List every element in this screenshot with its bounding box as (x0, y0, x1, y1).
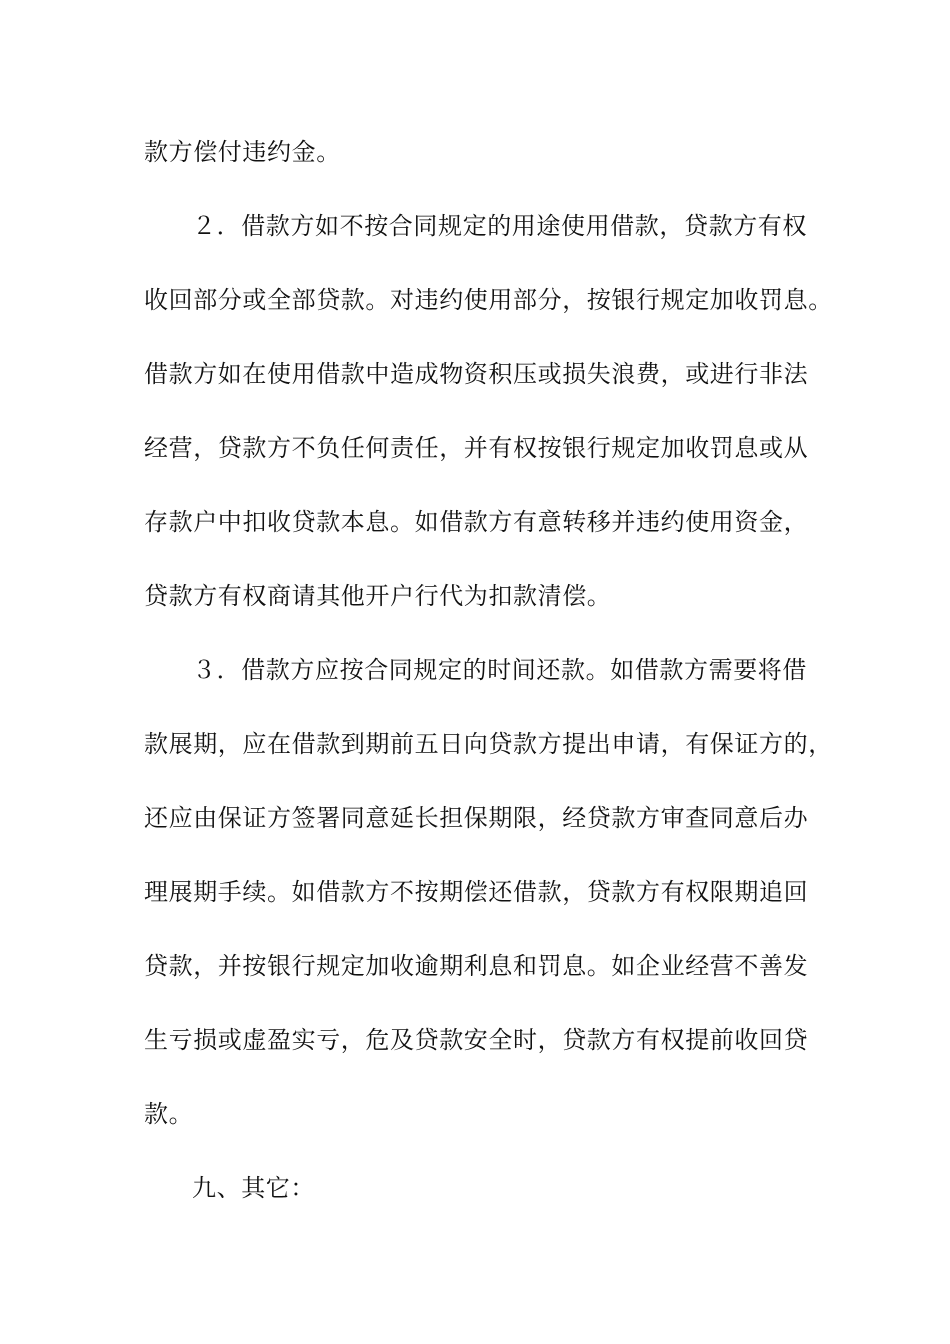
clause-3-line-5: 贷款，并按银行规定加收逾期利息和罚息。如企业经营不善发 (144, 952, 809, 980)
clause-2-line-2: 收回部分或全部贷款。对违约使用部分，按银行规定加收罚息。 (144, 286, 833, 314)
section-heading: 九、其它： (192, 1174, 315, 1202)
clause-2-line-3: 借款方如在使用借款中造成物资积压或损失浪费，或进行非法 (144, 360, 809, 388)
clause-2-line-5: 存款户中扣收贷款本息。如借款方有意转移并违约使用资金， (144, 508, 809, 536)
clause-2-line-1: ２．借款方如不按合同规定的用途使用借款，贷款方有权 (192, 212, 807, 240)
clause-3-line-3: 还应由保证方签署同意延长担保期限，经贷款方审查同意后办 (144, 804, 809, 832)
clause-2-line-6: 贷款方有权商请其他开户行代为扣款清偿。 (144, 582, 612, 610)
clause-2-line-4: 经营，贷款方不负任何责任，并有权按银行规定加收罚息或从 (144, 434, 809, 462)
clause-3-line-6: 生亏损或虚盈实亏，危及贷款安全时，贷款方有权提前收回贷 (144, 1026, 809, 1054)
clause-3-line-4: 理展期手续。如借款方不按期偿还借款，贷款方有权限期追回 (144, 878, 809, 906)
clause-3-line-7: 款。 (144, 1100, 194, 1128)
text-line-1: 款方偿付违约金。 (144, 138, 341, 166)
clause-3-line-2: 款展期，应在借款到期前五日向贷款方提出申请，有保证方的， (144, 730, 833, 758)
clause-3-line-1: ３．借款方应按合同规定的时间还款。如借款方需要将借 (192, 656, 807, 684)
